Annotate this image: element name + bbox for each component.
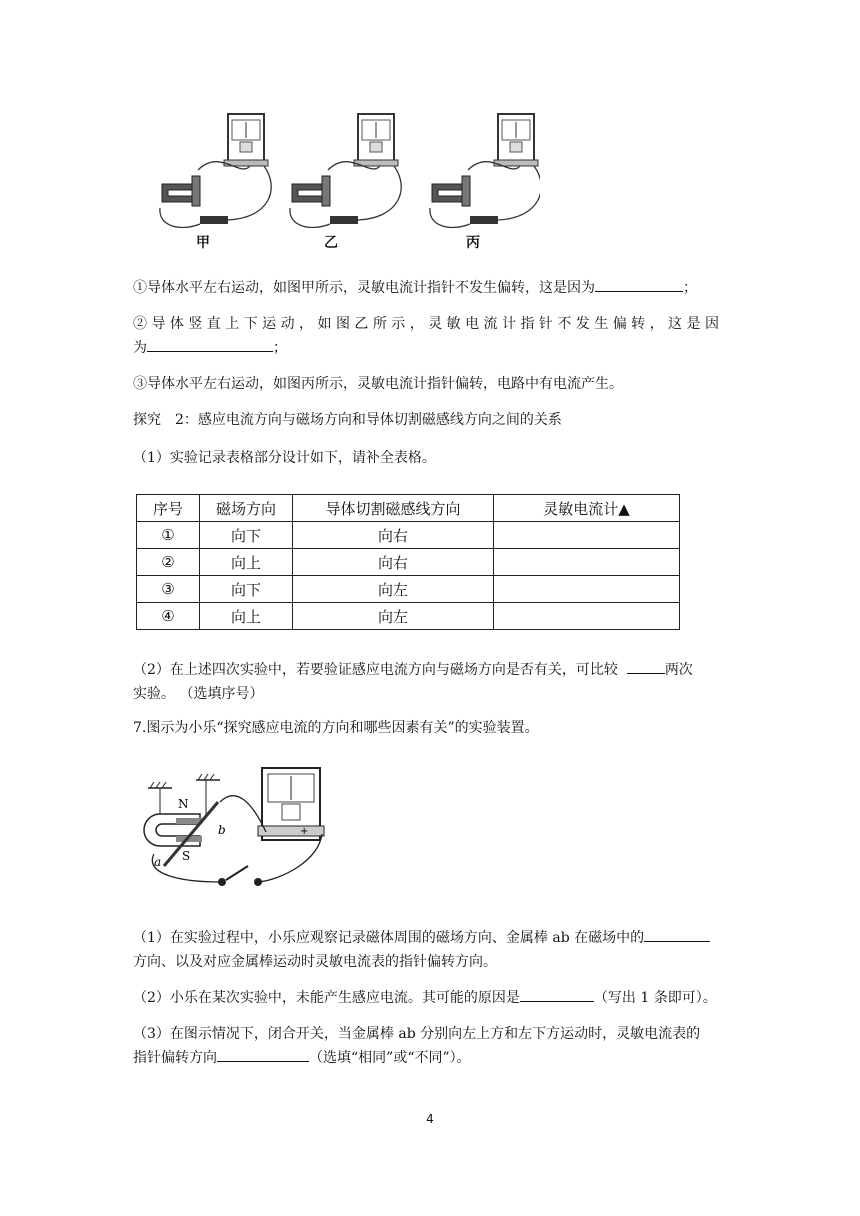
experiment-figure-bottom (140, 762, 340, 896)
q7-sub-3: （3）在图示情况下，闭合开关，当金属棒 ab 分别向左上方和左下方运动时，灵敏电流表的 指针偏转方向 （选填“相同”或“不同”）。 (133, 1026, 701, 1066)
table-cell-blank[interactable] (494, 576, 680, 603)
record-table (136, 494, 680, 630)
table-cell: ④ (137, 603, 200, 630)
table-header-row (137, 495, 680, 522)
rod-a-label: a (154, 855, 162, 869)
figure-label-bing: 丙 (466, 235, 480, 251)
sub-question-2: （2）在上述四次实验中，若要验证感应电流方向与磁场方向是否有关，可比较 两次 实验。 （选填序号） (133, 658, 733, 706)
table-cell: 向左 (293, 576, 494, 603)
table-cell-blank[interactable] (494, 549, 680, 576)
answer-blank[interactable] (520, 987, 594, 1002)
table-header: 磁场方向 (200, 495, 293, 522)
rod-b-label: b (218, 823, 226, 837)
table-cell: ② (137, 549, 200, 576)
answer-blank[interactable] (147, 337, 273, 352)
q7-sub-2: （2）小乐在某次实验中，未能产生感应电流。其可能的原因是 （写出 1 条即可）。 (133, 986, 733, 1010)
question-item-2: ② 导 体 竖 直 上 下 运 动 ， 如 图 乙 所 示 ， 灵 敏 电 流 计 指 针 不 发 生 偏 转 ， 这 是 因 为 ； (133, 316, 719, 356)
question-item-3: ③导体水平左右运动，如图丙所示，灵敏电流计指针偏转，电路中有电流产生。 (133, 376, 623, 392)
table-row (137, 576, 680, 603)
svg-text:+: + (300, 826, 309, 837)
question-7-title: 7.图示为小乐“探究感应电流的方向和哪些因素有关”的实验装置。 (133, 720, 539, 736)
figure-label-jia: 甲 (196, 235, 210, 251)
explore-2-heading: 探究 2：感应电流方向与磁场方向和导体切割磁感线方向之间的关系 (133, 412, 562, 428)
magnet-n-label: N (178, 797, 189, 811)
answer-blank[interactable] (217, 1047, 309, 1062)
page-number: 4 (426, 1112, 434, 1126)
table-header: 序号 (137, 495, 200, 522)
table-cell-blank[interactable] (494, 603, 680, 630)
magnet-s-label: S (182, 849, 191, 863)
q7-sub-1: （1）在实验过程中，小乐应观察记录磁体周围的磁场方向、金属棒 ab 在磁场中的 方向、以及对应金属棒运动时灵敏电流表的指针偏转方向。 (133, 926, 733, 974)
answer-blank[interactable] (644, 927, 710, 942)
question-item-1: ①导体水平左右运动，如图甲所示，灵敏电流计指针不发生偏转，这是因为 ； (133, 276, 733, 300)
table-cell-blank[interactable] (494, 522, 680, 549)
table-cell: 向上 (200, 549, 293, 576)
table-cell: 向右 (293, 522, 494, 549)
table-cell: ③ (137, 576, 200, 603)
table-cell: 向左 (293, 603, 494, 630)
table-row (137, 603, 680, 630)
table-cell: 向右 (293, 549, 494, 576)
figure-label-yi: 乙 (324, 235, 338, 251)
sub-question-1: （1）实验记录表格部分设计如下，请补全表格。 (133, 450, 436, 466)
answer-blank[interactable] (627, 659, 665, 674)
table-row (137, 522, 680, 549)
table-cell: ① (137, 522, 200, 549)
table-cell: 向下 (200, 576, 293, 603)
table-header: 灵敏电流计▲ (494, 495, 680, 522)
table-header: 导体切割磁感线方向 (293, 495, 494, 522)
table-cell: 向下 (200, 522, 293, 549)
table-row (137, 549, 680, 576)
answer-blank[interactable] (595, 277, 683, 292)
table-cell: 向上 (200, 603, 293, 630)
